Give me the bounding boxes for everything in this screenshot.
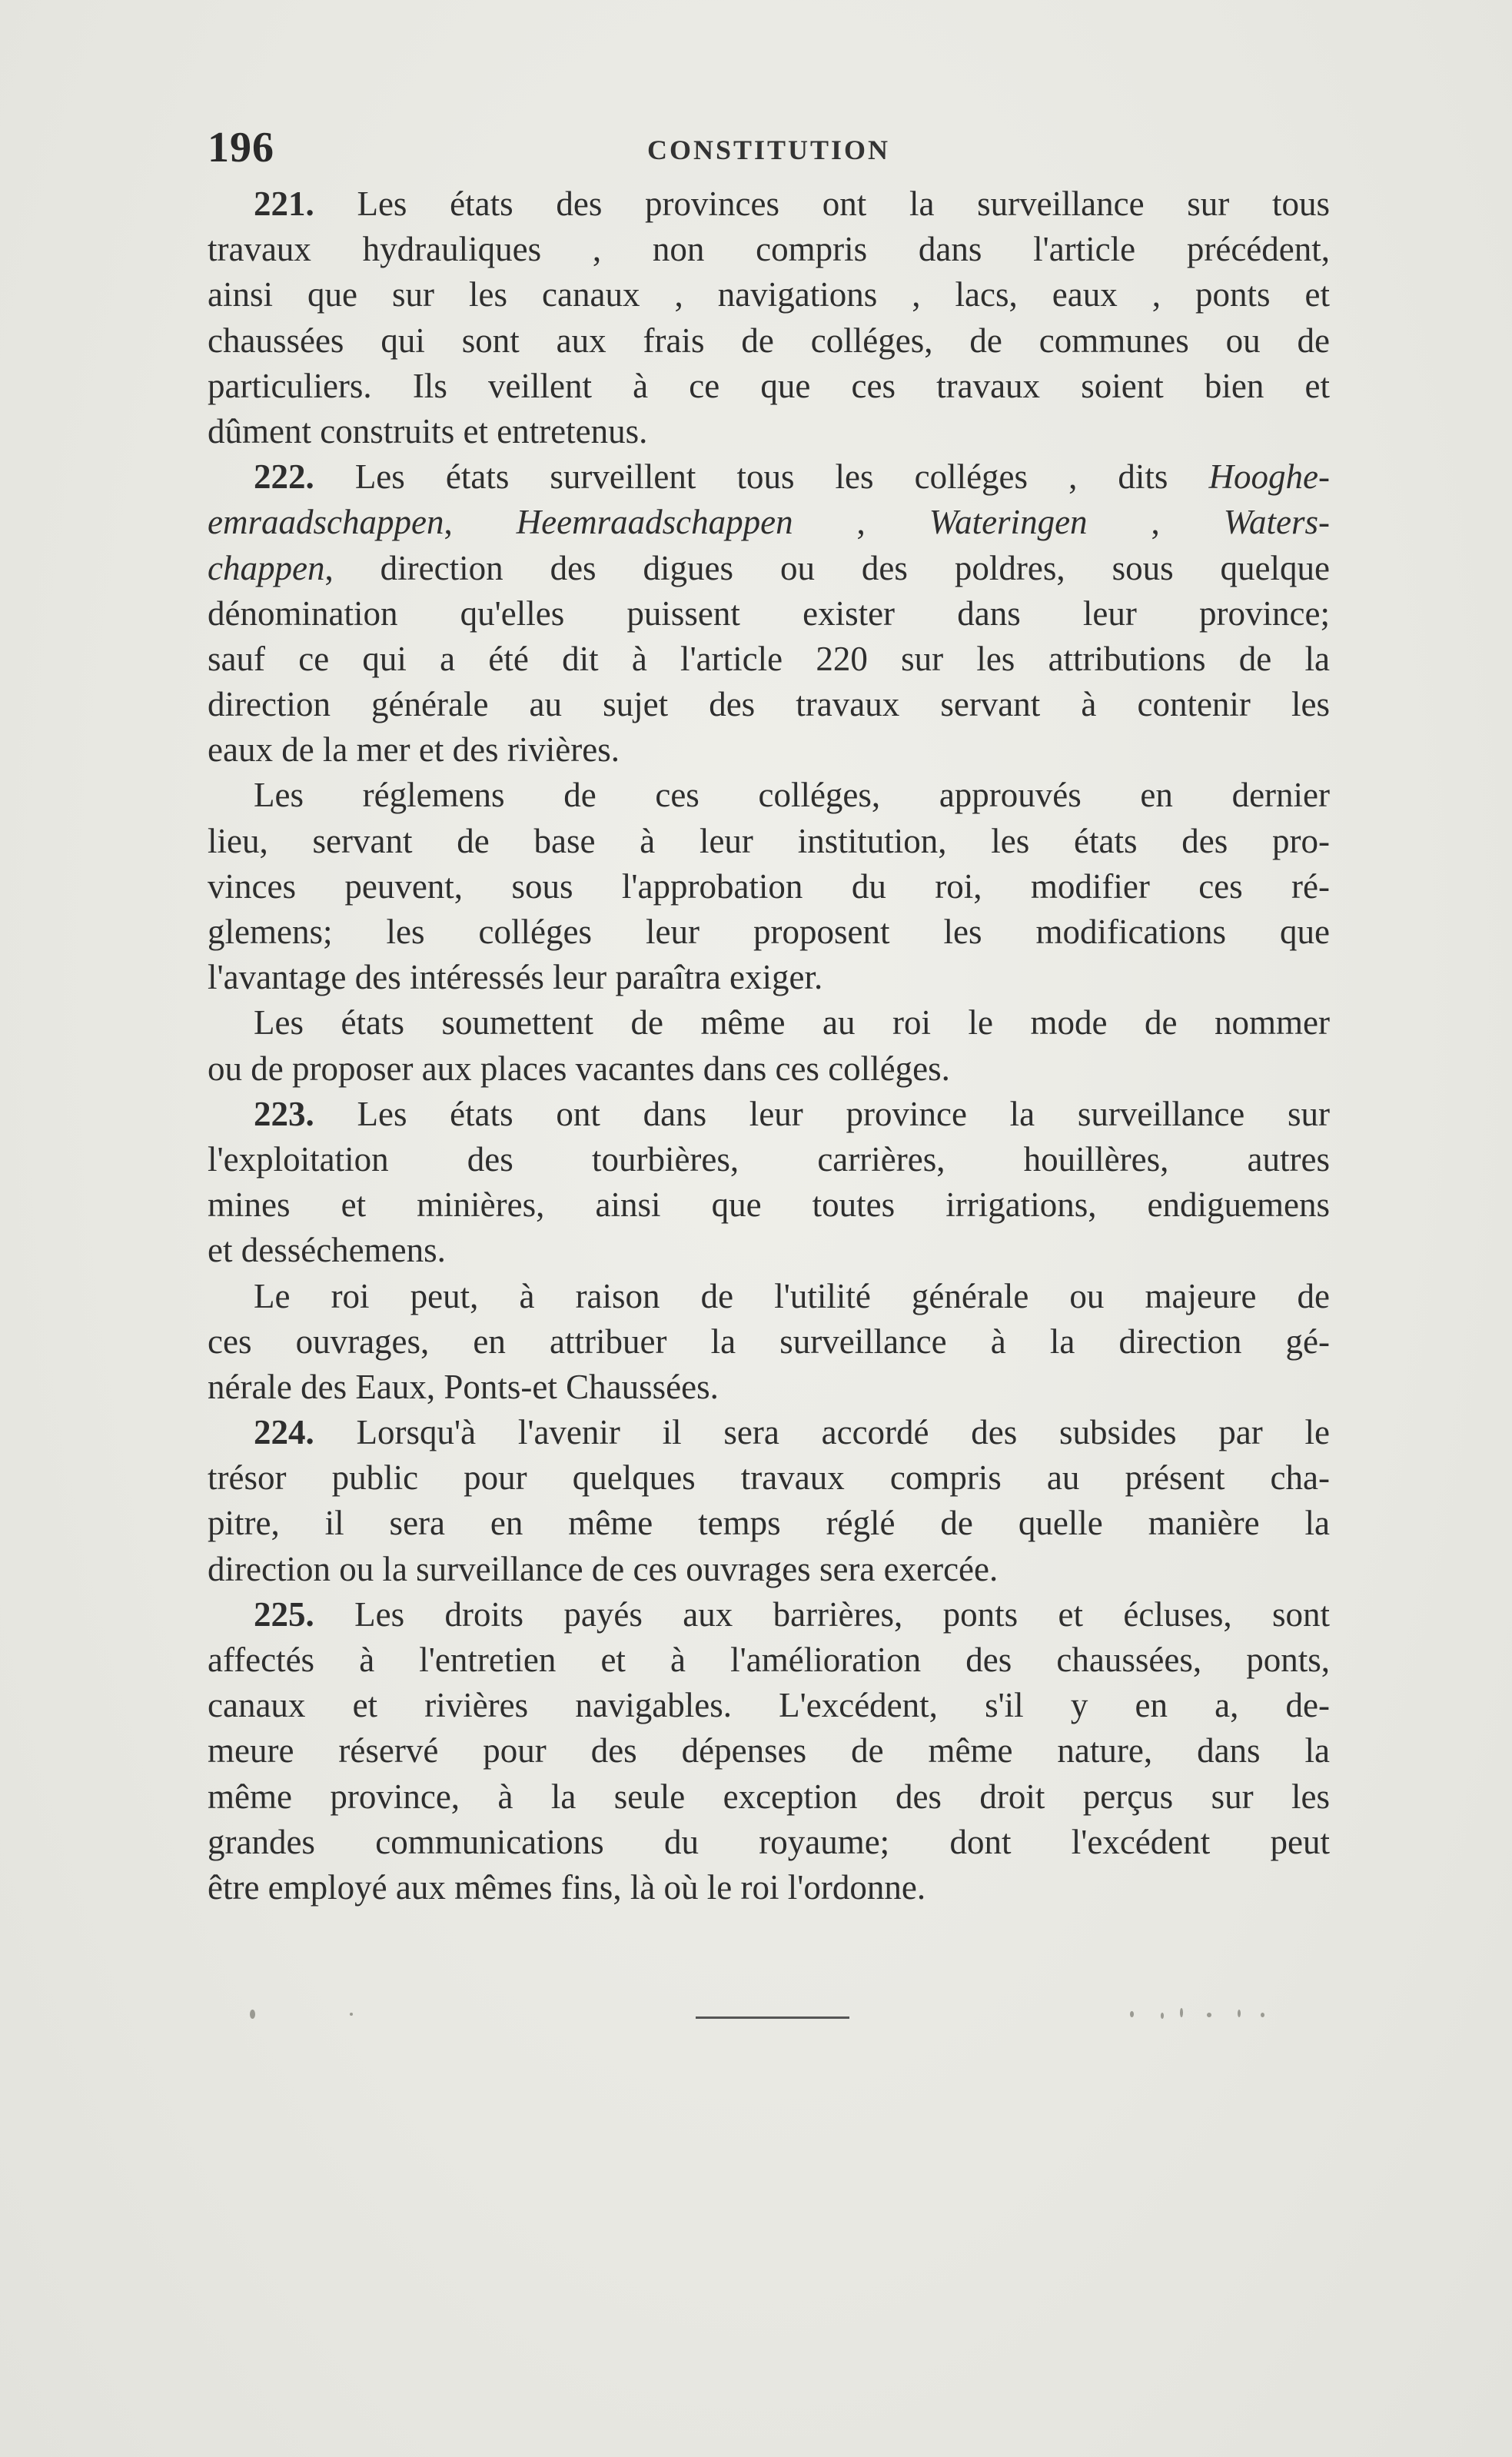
text-run: , (444, 503, 517, 542)
text-line (208, 727, 1330, 773)
text-run: vinces peuvent, sous l'approbation du roi, modifier ces ré- (208, 866, 1330, 906)
text-run: affectés à l'entretien et à l'amélioration des chaussées, ponts, (208, 1641, 1330, 1679)
running-head: CONSTITUTION (646, 135, 891, 165)
text-run: , direction des digues ou des poldres, sous quelque (324, 548, 1330, 587)
italic-term: Heemraadschappen (516, 503, 793, 542)
text-line (208, 409, 1330, 454)
text-line (208, 1455, 1330, 1501)
text-line (208, 1319, 1330, 1365)
text-run: , (793, 503, 929, 542)
text-run: ou de proposer aux places vacantes dans ces colléges. (208, 1049, 950, 1088)
text-run: chaussées qui sont aux frais de colléges, de communes ou de (208, 321, 1330, 360)
text-run: Les états surveillent tous les colléges , dits (314, 457, 1209, 497)
text-run: l'avantage des intéressés leur paraîtra exiger. (208, 958, 823, 997)
article-number: 221. (254, 185, 314, 223)
text-run: dûment construits et entretenus. (208, 411, 648, 451)
text-run: être employé aux mêmes fins, là où le roi l'ordonne. (208, 1867, 926, 1907)
text-line (208, 1865, 1330, 1910)
text-run: trésor public pour quelques travaux compris au présent cha- (208, 1458, 1330, 1498)
article-number: 224. (254, 1413, 314, 1452)
text-run: glemens; les colléges leur proposent les modifications que (208, 913, 1330, 951)
text-line (208, 454, 1330, 500)
italic-term: emraadschappen (208, 503, 444, 542)
text-line (208, 864, 1330, 909)
text-run: et desséchemens. (208, 1231, 446, 1270)
italic-term: chappen (208, 548, 325, 587)
text-line (208, 1000, 1330, 1046)
text-line (208, 546, 1330, 591)
text-line (208, 318, 1330, 364)
text-line (208, 1637, 1330, 1683)
text-run: pitre, il sera en même temps réglé de quelle manière la (208, 1504, 1330, 1543)
text-line (208, 1547, 1330, 1592)
text-line (208, 1774, 1330, 1820)
text-line (208, 500, 1330, 545)
text-line (208, 1228, 1330, 1273)
page-number: 196 (208, 124, 274, 171)
text-run: eaux de la mer et des rivières. (208, 730, 620, 770)
text-line (208, 1501, 1330, 1546)
page-header (208, 123, 1330, 177)
text-line (208, 1410, 1330, 1455)
text-run: l'exploitation des tourbières, carrières, houillères, autres (208, 1139, 1330, 1179)
text-run: ainsi que sur les canaux , navigations , lacs, eaux , ponts et (208, 275, 1330, 314)
text-line (208, 181, 1330, 227)
text-line (208, 1046, 1330, 1092)
text-run: Le roi peut, à raison de l'utilité générale ou majeure de (254, 1276, 1330, 1315)
text-run: dénomination qu'elles puissent exister dans leur province; (208, 593, 1330, 633)
text-line (208, 1365, 1330, 1410)
body-text (208, 181, 1330, 1910)
text-line (208, 1092, 1330, 1137)
text-run: mines et minières, ainsi que toutes irrigations, endiguemens (208, 1185, 1330, 1225)
text-run: direction ou la surveillance de ces ouvrages sera exercée. (208, 1549, 999, 1588)
text-line (208, 819, 1330, 864)
italic-term: Hooghe- (1208, 457, 1330, 497)
text-line (208, 773, 1330, 818)
text-run: même province, à la seule exception des droit perçus sur les (208, 1777, 1330, 1816)
text-line (208, 1683, 1330, 1728)
text-line (208, 955, 1330, 1000)
text-run: travaux hydrauliques , non compris dans l'article précédent, (208, 230, 1330, 269)
italic-term: Waters- (1223, 503, 1331, 542)
text-run: Lorsqu'à l'avenir il sera accordé des subsides par le (314, 1413, 1330, 1452)
text-line (208, 227, 1330, 272)
text-line (208, 1820, 1330, 1865)
text-run: Les états ont dans leur province la surveillance sur (314, 1094, 1330, 1133)
text-line (208, 1592, 1330, 1637)
text-line (208, 591, 1330, 637)
text-run: meure réservé pour des dépenses de même nature, dans la (208, 1731, 1330, 1770)
text-line (208, 682, 1330, 727)
text-run: particuliers. Ils veillent à ce que ces travaux soient bien et (208, 366, 1330, 405)
text-line (208, 1182, 1330, 1228)
text-run: lieu, servant de base à leur institution, les états des pro- (208, 821, 1330, 860)
text-line (208, 1274, 1330, 1319)
paper-specks (246, 2005, 1361, 2036)
text-run: ces ouvrages, en attribuer la surveillance à la direction gé- (208, 1322, 1330, 1361)
article-number: 222. (254, 457, 314, 497)
article-number: 223. (254, 1094, 314, 1133)
text-run: canaux et rivières navigables. L'excédent, s'il y en a, de- (208, 1686, 1330, 1725)
text-line (208, 364, 1330, 409)
text-line (208, 637, 1330, 682)
italic-term: Wateringen (929, 503, 1088, 542)
text-run: Les états des provinces ont la surveillance sur tous (314, 185, 1330, 223)
text-run: direction générale au sujet des travaux servant à contenir les (208, 685, 1330, 724)
text-run: Les états soumettent de même au roi le mode de nommer (254, 1003, 1330, 1042)
text-run: sauf ce qui a été dit à l'article 220 sur les attributions de la (208, 639, 1330, 678)
text-run: Les réglemens de ces colléges, approuvés en dernier (254, 776, 1330, 815)
text-run: , (1087, 503, 1224, 542)
text-line (208, 272, 1330, 318)
text-run: nérale des Eaux, Ponts-et Chaussées. (208, 1367, 719, 1406)
text-run: grandes communications du royaume; dont l'excédent peut (208, 1822, 1330, 1861)
text-run: Les droits payés aux barrières, ponts et écluses, sont (314, 1594, 1330, 1634)
text-line (208, 1137, 1330, 1182)
text-line (208, 909, 1330, 955)
text-line (208, 1728, 1330, 1774)
article-number: 225. (254, 1594, 314, 1634)
